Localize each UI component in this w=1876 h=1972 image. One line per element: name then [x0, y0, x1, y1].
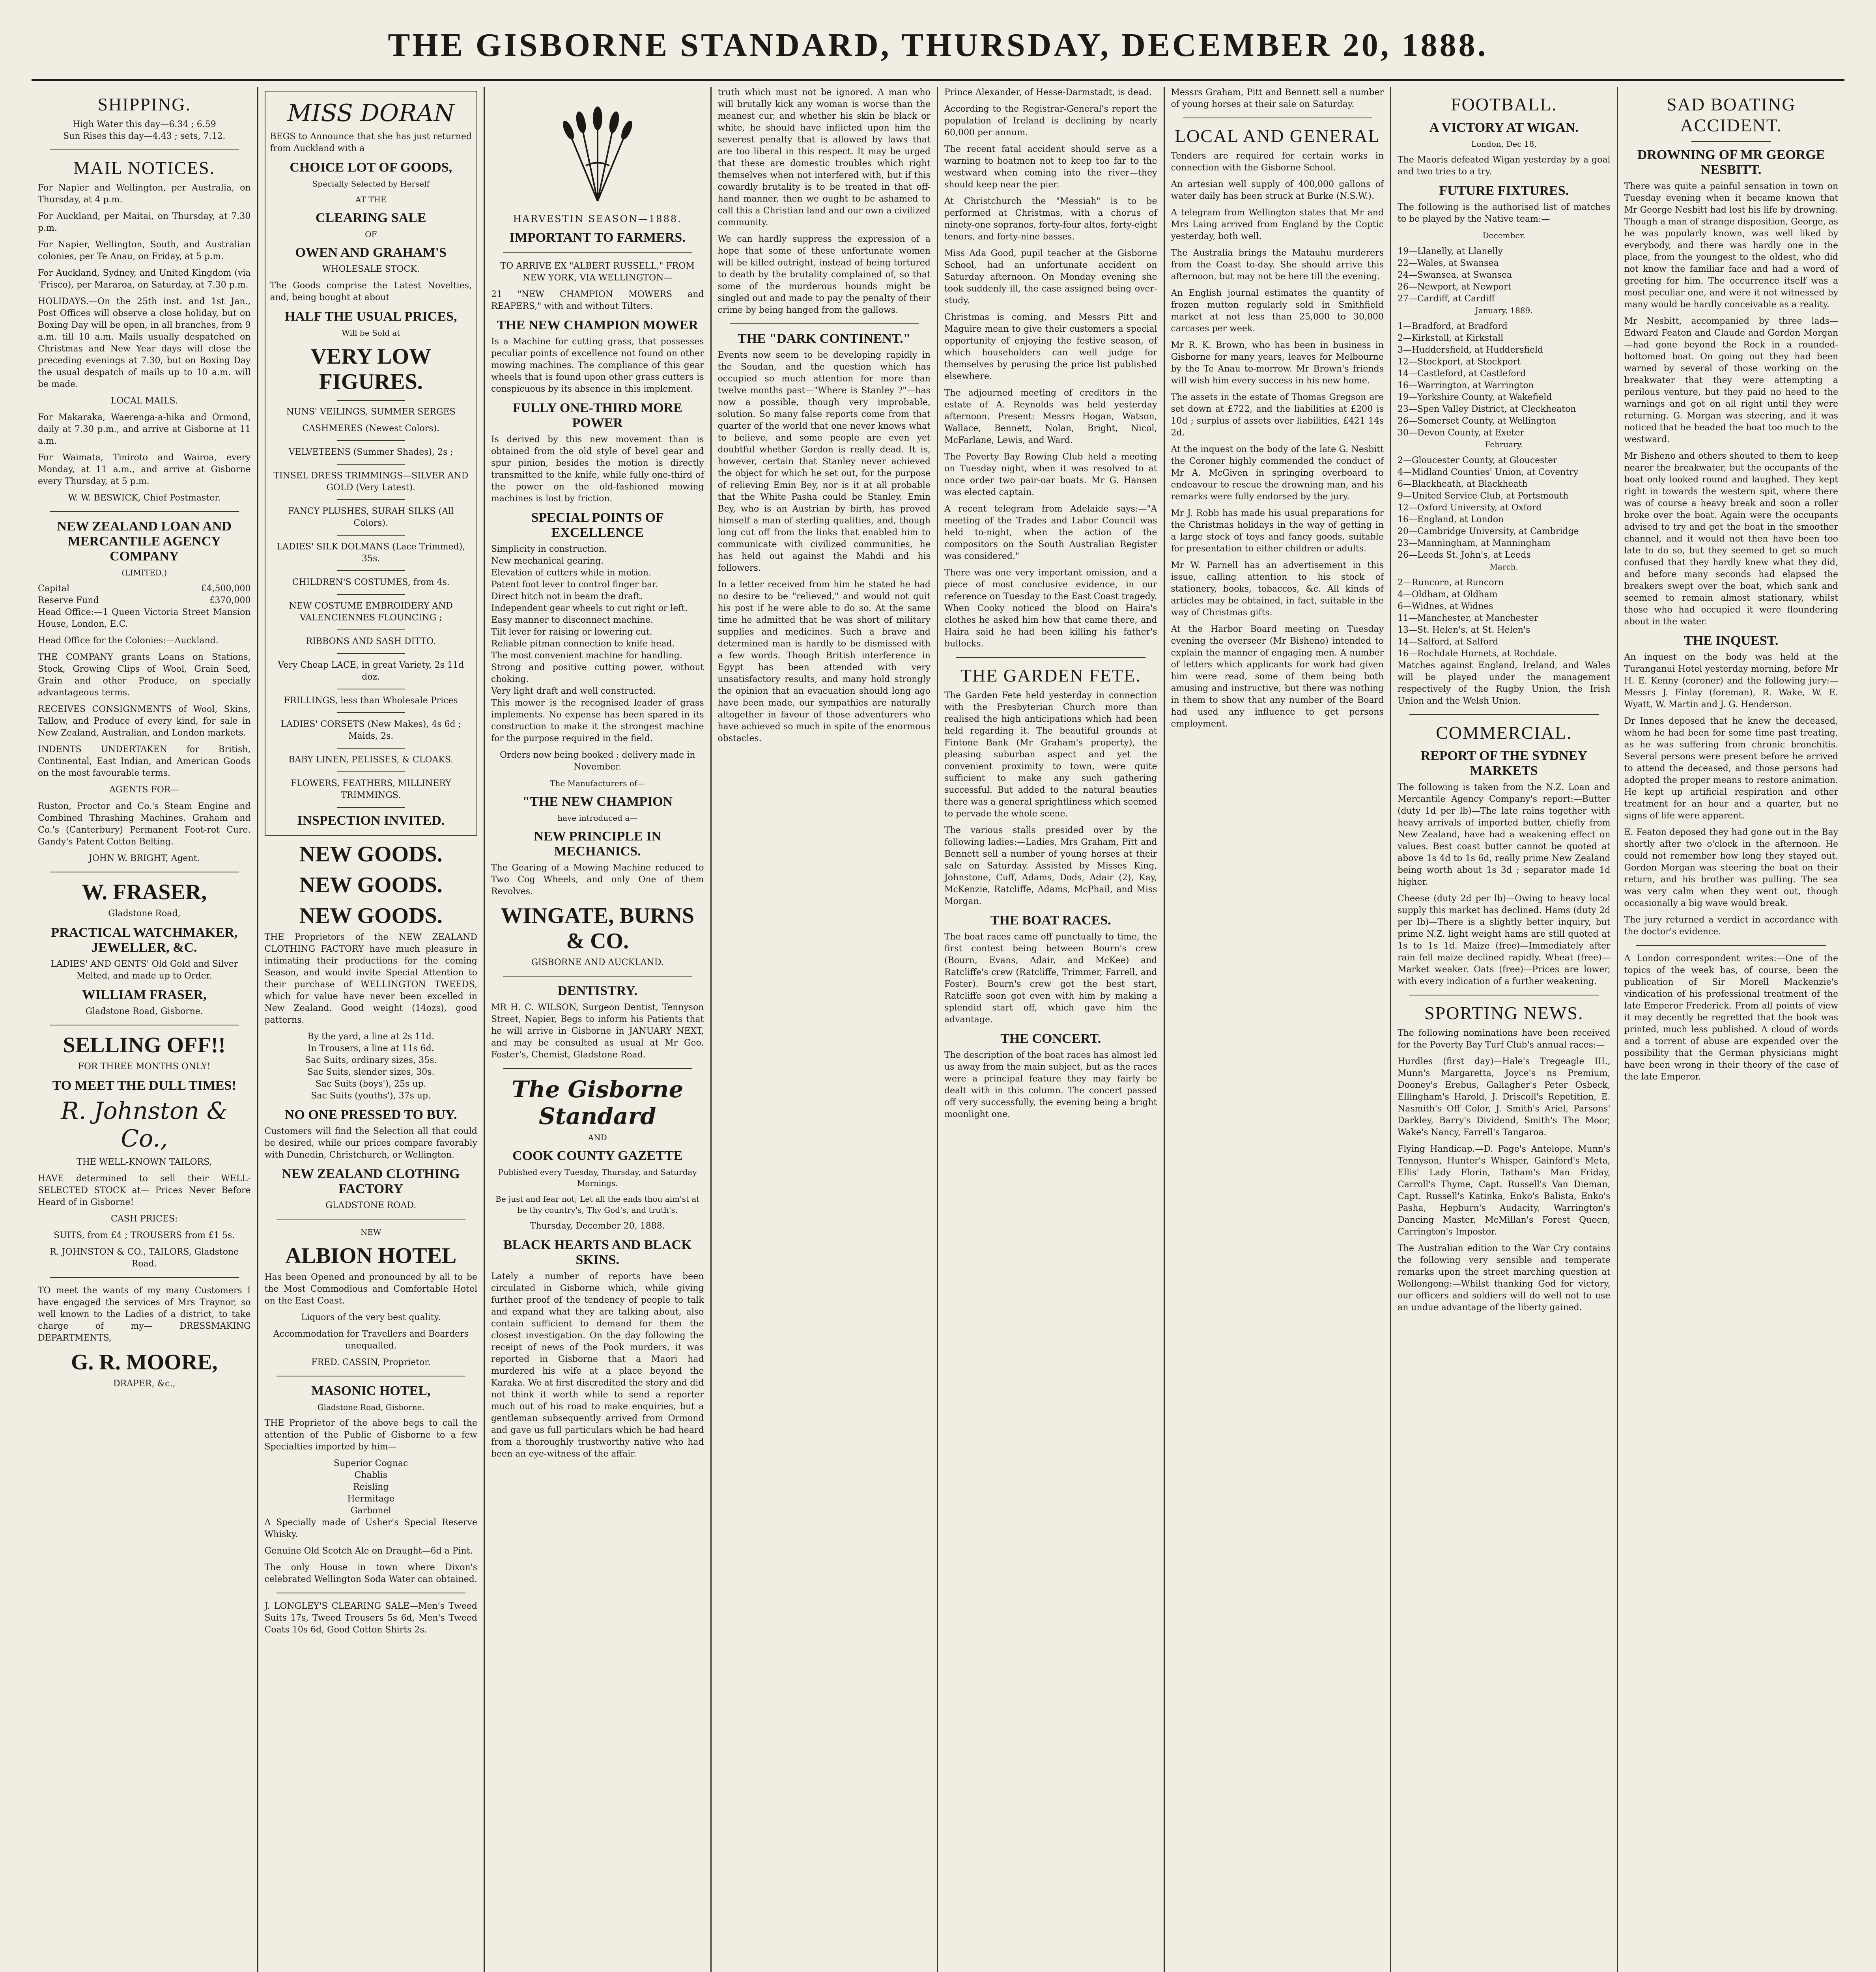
doran-item: CASHMERES (Newest Colors). — [302, 424, 440, 433]
fixture: 3—Huddersfield, at Huddersfield — [1398, 345, 1543, 355]
doran-invite: INSPECTION INVITED. — [297, 813, 445, 828]
selling-sub2: TO MEET THE DULL TIMES! — [52, 1078, 236, 1093]
johnston-sub: THE WELL-KNOWN TAILORS, — [77, 1157, 212, 1167]
masthead-title: THE GISBORNE STANDARD, THURSDAY, DECEMBER 20, 1888. — [388, 27, 1488, 63]
shipping-line: Sun Rises this day—4.43 ; sets, 7.12. — [63, 131, 226, 141]
agent-name: JOHN W. BRIGHT, Agent. — [88, 853, 200, 863]
fixture: 12—Stockport, at Stockport — [1398, 357, 1521, 367]
champion-sub: have introduced a— — [557, 813, 638, 823]
mail-para: HOLIDAYS.—On the 25th inst. and 1st Jan., Post Offices will observe a close holiday, but on Boxing Day will be open, in all branches, from 9 a.m. till 10 a.m. Mails usually despatched on Christmas and New Year days will close the preceding evenings at 7.30, but on Boxing Day the usual despatch of mails up to 10 a.m. will be made. — [38, 297, 251, 389]
loan-para: INDENTS UNDERTAKEN for British, Continental, East Indian, and American Goods on the most favourable terms. — [38, 745, 251, 778]
doran-low: VERY LOW FIGURES. — [310, 344, 432, 394]
fixture: 24—Swansea, at Swansea — [1398, 270, 1512, 280]
column-7 — [1391, 87, 1618, 1972]
leader-heading: BLACK HEARTS AND BLACK SKINS. — [503, 1238, 692, 1267]
masonic-heading: MASONIC HOTEL, — [311, 1384, 431, 1398]
divider — [50, 149, 239, 150]
fixture: 12—Oxford University, at Oxford — [1398, 503, 1542, 513]
garden-fete-heading: THE GARDEN FETE. — [960, 665, 1141, 685]
article-text: The following is taken from the N.Z. Loan and Mercantile Agency Company's report:—Butter (duty 1d per lb)—The late rains together with heavy arrivals of imported butter, chiefly from New Zealand, have had a weakening effect on values. Best coast butter cannot be quoted at above 1s 4d to 1s 6d, really prime New Zealand being worth about 1s 3d ; separator made 1d higher. — [1398, 782, 1611, 887]
suits-line: Sac Suits, slender sizes, 30s. — [307, 1067, 435, 1077]
month-label: December. — [1482, 231, 1525, 240]
shipping-heading: SHIPPING. — [97, 94, 191, 114]
doran-intro: BEGS to Announce that she has just returned from Auckland with a — [270, 132, 472, 153]
capital-label: Capital — [38, 584, 70, 594]
customers-text: Customers will find the Selection all that could be desired, while our prices compare favorably with Dunedin, Christchurch, or Wellington. — [264, 1126, 477, 1160]
nz-factory-address: GLADSTONE ROAD. — [325, 1201, 417, 1210]
article-text: In a letter received from him he stated he had no desire to be "relieved," and would not quit his post if he were able to do so. At the same time he admitted that he was short of military supplies and medicines. Such a brave and determined man is hardly to be dismissed with a few words. Though British interference in Egypt has been attended with very unsatisfactory results, and many hold strongly the opinion that an evacuation should long ago have been made, our sympathies are naturally altogether in favour of those adventurers who have achieved so much in spite of the enormous obstacles. — [718, 580, 931, 743]
harvesting-label: HARVESTIN SEASON—1888. — [513, 213, 682, 224]
reserve-row — [38, 595, 251, 607]
news-item: There was one very important omission, and a piece of most conclusive evidence, in our reference on Tuesday to the East Coast tragedy. When Cooky noticed the blood on Haira's clothes he asked him how that came there, and Haira said he had been killing his father's bullocks. — [944, 568, 1157, 649]
mail-para: For Auckland, Sydney, and United Kingdom (via 'Frisco), per Mararoa, on Saturday, at 7.30 p.m. — [38, 268, 251, 290]
divider — [337, 499, 405, 500]
suits-line: Sac Suits (boys'), 25s up. — [315, 1079, 426, 1089]
fixture: 9—United Service Club, at Portsmouth — [1398, 491, 1569, 501]
doran-sale: CLEARING SALE — [315, 211, 426, 225]
fixtures-note: Matches against England, Ireland, and Wales will be played under the management respectively of the Rugby Union, the Irish Union and the Welsh Union. — [1398, 661, 1611, 706]
news-item: The Poverty Bay Rowing Club held a meeting on Tuesday night, when it was resolved to at once order two pair-oar boats. Mr G. Hansen was elected captain. — [944, 452, 1157, 497]
doran-of: OF — [365, 230, 377, 239]
columns — [32, 87, 1844, 1972]
divider — [337, 400, 405, 401]
fixtures-intro: The following is the authorised list of matches to be played by the Native team:— — [1398, 202, 1611, 224]
news-item: At the inquest on the body of the late G. Nesbitt the Coroner highly commended the conduct of Mr A. McGiven in springing overboard to endeavour to rescue the drowning man, and his remarks were fully endorsed by the jury. — [1171, 444, 1384, 502]
special-item: Reliable pitman connection to knife head. — [491, 639, 675, 649]
doran-item: FLOWERS, FEATHERS, MILLINERY TRIMMINGS. — [290, 779, 451, 800]
special-heading: SPECIAL POINTS OF EXCELLENCE — [531, 510, 664, 540]
news-item: At Christchurch the "Messiah" is to be performed at Christmas, with a chorus of ninety-one sopranos, forty-four altos, forty-eight tenors, and forty-nine basses. — [944, 196, 1157, 242]
doran-goods: The Goods comprise the Latest Novelties, and, being bought at about — [270, 281, 472, 303]
article-text: E. Featon deposed they had gone out in the Bay shortly after two o'clock in the afternoon. He could not remember how long they stayed out. Gordon Morgan was steering the boat on their return, and his brother was pulling. The sea was very calm when they went out, though occasionally a big wave would break. — [1624, 827, 1838, 908]
fixture: 16—England, at London — [1398, 515, 1504, 525]
fixture: 11—Manchester, at Manchester — [1398, 613, 1538, 623]
fraser-heading: W. FRASER, — [82, 880, 207, 904]
concert-heading: THE CONCERT. — [1000, 1031, 1101, 1046]
divider — [337, 594, 405, 595]
divider — [337, 712, 405, 713]
doran-choice: CHOICE LOT OF GOODS, — [290, 160, 452, 175]
loan-para: THE COMPANY grants Loans on Stations, Stock, Growing Clips of Wool, Grain Seed, Grain and other Produce, on specially advantageous terms. — [38, 652, 251, 698]
news-item: At the Harbor Board meeting on Tuesday evening the overseer (Mr Bisheno) intended to explain the manner of engaging men. A number of letters which applicants for work had given him were read, some of them being both amusing and instructive, but there was nothing in them to show that any number of the Board had used any influence to get persons employment. — [1171, 624, 1384, 729]
divider — [503, 1068, 692, 1069]
champion-heading: "THE NEW CHAMPION — [522, 794, 673, 809]
fully-heading: FULLY ONE-THIRD MORE POWER — [512, 401, 682, 430]
doran-advert — [265, 91, 478, 836]
albion-text: Has been Opened and pronounced by all to be the Most Commodious and Comfortable Hotel on the East Coast. — [264, 1272, 477, 1306]
doran-item: FRILLINGS, less than Wholesale Prices — [284, 696, 458, 706]
news-item: According to the Registrar-General's report the population of Ireland is declining by nearly 60,000 per annum. — [944, 104, 1157, 138]
article-text: The boat races came off punctually to time, the first contest being between Bourn's crew (Bourn, Evans, Adair, and McKee) and Ratcliffe's crew (Ratcliffe, Trimmer, Farrell, and Foster). Bourn's crew got the best start, Ratcliffe soon got even with him by making a splendid start off, which gave him the advantage. — [944, 932, 1157, 1025]
selling-heading: SELLING OFF!! — [63, 1033, 226, 1057]
fixture: 23—Manningham, at Manningham — [1398, 538, 1551, 548]
cash-line: SUITS, from £4 ; TROUSERS from £1 5s. — [54, 1231, 235, 1240]
football-heading: FOOTBALL. — [1450, 94, 1557, 114]
albion-name: FRED. CASSIN, Proprietor. — [311, 1358, 431, 1367]
doran-item: FANCY PLUSHES, SURAH SILKS (All Colors). — [288, 506, 454, 528]
standard-and: AND — [588, 1133, 607, 1142]
special-item: Simplicity in construction. — [491, 544, 607, 554]
article-text: The description of the boat races has almost led us away from the main subject, but as the races were a principal feature they may fairly be dealt with in this column. The concert passed off very successfully, the evening being a bright moonlight one. — [944, 1050, 1157, 1119]
special-item: Direct hitch not in beam the draft. — [491, 592, 643, 601]
fraser-line: LADIES' AND GENTS' Old Gold and Silver Melted, and made up to Order. — [50, 959, 238, 981]
article-text: An inquest on the body was held at the Turanganui Hotel yesterday morning, before Mr H. E. Kenny (coroner) and the following jury:—Messrs J. Finlay (foreman), R. Wake, W. E. Wyatt, W. Martin and J. G. Henderson. — [1624, 652, 1838, 710]
fixture: 16—Warrington, at Warrington — [1398, 381, 1534, 390]
mail-heading: MAIL NOTICES. — [73, 158, 215, 178]
doran-half: HALF THE USUAL PRICES, — [285, 309, 457, 324]
fraser-name-address: Gladstone Road, Gisborne. — [85, 1007, 203, 1016]
boat-races-heading: THE BOAT RACES. — [990, 913, 1111, 928]
mail-para: LOCAL MAILS. — [110, 396, 178, 406]
new-goods: NEW GOODS. — [299, 904, 443, 928]
fixture: 26—Leeds St. John's, at Leeds — [1398, 550, 1531, 560]
news-item: Messrs Graham, Pitt and Bennett sell a number of young horses at their sale on Saturday. — [1171, 88, 1384, 109]
nz-factory: NEW ZEALAND CLOTHING FACTORY — [282, 1167, 460, 1196]
special-item: Patent foot lever to control finger bar. — [491, 580, 658, 590]
fixture: 19—Yorkshire County, at Wakefield — [1398, 392, 1552, 402]
divider — [503, 252, 692, 253]
albion-accom: Accommodation for Travellers and Boarders unequalled. — [273, 1329, 469, 1351]
article-text: Events now seem to be developing rapidly in the Soudan, and the question which has occupied so much attention for more than twelve months past—"Where is Stanley ?"—has now a possible, though very improbable, solution. So many false reports come from that quarter of the world that one never knows what to believe, and some people are even yet doubtful whether Gordon is really dead. It is, however, certain that Stanley never achieved the object for which he set out, for the purpose of relieving Emin Bey, nor is it at all probable that the White Pasha could be Stanley. Emin Bey, who is an Austrian by birth, has proved himself a man of sterling qualities, and, though long cut off from the links that enabled him to communicate with civilized communities, he has held out against the Mahdi and his followers. — [718, 350, 931, 573]
sydney-heading: REPORT OF THE SYDNEY MARKETS — [1420, 749, 1587, 778]
article-text: Flying Handicap.—D. Page's Antelope, Munn's Tennyson, Hunter's Whisper, Gainford's Meta, Ellis' Lady Florin, Tatham's Man Friday, Carroll's Thyme, Capt. Russell's Van Dieman, Capt. Russell's Katinka, Enko's Balista, Enko's Pasha, Hepburn's Audacity, Warrington's Dancing Master, McMillan's Forest Queen, Carrington's Impostor. — [1398, 1144, 1611, 1237]
no-one-pressed: NO ONE PRESSED TO BUY. — [284, 1107, 457, 1122]
article-text: The various stalls presided over by the following ladies:—Ladies, Mrs Graham, Pitt and Bennett sell a number of young horses at their sale on Saturday. Assisted by Misses King, Johnstone, Cuff, Adams, Dods, Adair (2), Kay, McKenzie, Ratcliffe, Adams, McPhail, and Miss Morgan. — [944, 825, 1157, 906]
fixture: 23—Spen Valley District, at Cleckheaton — [1398, 404, 1576, 414]
doran-selected: Specially Selected by Herself — [312, 179, 430, 189]
important-farmers: IMPORTANT TO FARMERS. — [509, 230, 686, 245]
doran-item: TINSEL DRESS TRIMMINGS—SILVER AND GOLD (Very Latest). — [273, 471, 469, 493]
month-label: March. — [1489, 562, 1518, 571]
masonic-item: Reisling — [353, 1482, 389, 1492]
mowers-text: 21 "NEW CHAMPION MOWERS and REAPERS," with and without Tilters. — [491, 289, 704, 311]
leader-text: Lately a number of reports have been circulated in Gisborne which, while giving further proof of the tendency of people to talk and expand what they are talking about, also contain sufficient to demand for them the closest investigation. On the day following the receipt of news of the Pook murders, it was reported in Gisborne that a Maori had murdered his wife at a place beyond the Karaka. We at first discredited the story and did not think it worth while to send a reporter much out of his road to make enquiries, but a gentleman subsequently arrived from Ormond and gave us full particulars which he had heard from a thoroughly trustworthy native who had been an eye-witness of the affair. — [491, 1272, 704, 1459]
fixture: 2—Kirkstall, at Kirkstall — [1398, 333, 1504, 343]
gearing-text: The Gearing of a Mowing Machine reduced to Two Cog Wheels, and only One of them Revolves. — [491, 863, 704, 896]
mail-para: For Auckland, per Maitai, on Thursday, at 7.30 p.m. — [38, 211, 251, 233]
selling-sub: FOR THREE MONTHS ONLY! — [78, 1062, 211, 1072]
nz-clothing-text: THE Proprietors of the NEW ZEALAND CLOTHING FACTORY have much pleasure in intimating their productions for the coming Season, and would invite Special Attention to their purchase of WELLINGTON TWEEDS, which for value have never been excelled in New Zealand. Good weight (14ozs), good patterns. — [264, 932, 477, 1025]
masonic-item: Hermitage — [347, 1494, 395, 1504]
divider — [337, 748, 405, 749]
manufacturers: The Manufacturers of— — [550, 779, 645, 788]
masonic-text: THE Proprietor of the above begs to call the attention of the Public of Gisborne to a few Specialties imported by him— — [264, 1418, 477, 1452]
masonic-stout: Genuine Old Scotch Ale on Draught—6d a Pint. — [264, 1546, 473, 1556]
capital-row — [38, 583, 251, 595]
news-item: The Australia brings the Matauhu murderers from the Coast to-day. She should arrive this afternoon, but may not be here till the evening. — [1171, 248, 1384, 282]
doran-item: CHILDREN'S COSTUMES, from 4s. — [292, 577, 450, 587]
fixture: 14—Castleford, at Castleford — [1398, 369, 1526, 379]
longley-advert: J. LONGLEY'S CLEARING SALE—Men's Tweed Suits 17s, Tweed Trousers 5s 6d, Men's Tweed Coats 10s 6d, Good Cotton Shirts 2s. — [264, 1601, 477, 1635]
column-8 — [1618, 87, 1845, 1972]
johnston-text: HAVE determined to sell their WELL-SELECTED STOCK at— Prices Never Before Heard of in Gisborne! — [38, 1174, 251, 1207]
divider — [730, 323, 919, 324]
albion-new: NEW — [360, 1227, 381, 1237]
standard-sub: COOK COUNTY GAZETTE — [512, 1148, 683, 1163]
article-text: The Australian edition to the War Cry contains the following very sensible and temperate remarks upon the street marching question at Wollongong:—Whilst thanking God for victory, our officers and soldiers will do well not to use an undue advantage of the liberty gained. — [1398, 1244, 1611, 1313]
article-text: We can hardly suppress the expression of a hope that some of these unfortunate women will be killed outright, instead of being tortured to death by the brutality complained of, so that some of the murderous hounds might be singled out and made to pay the penalty of their crime by being hanged from the gallows. — [718, 234, 931, 315]
agents-heading: AGENTS FOR— — [109, 785, 179, 795]
suits-line: Sac Suits, ordinary sizes, 35s. — [305, 1055, 437, 1065]
doran-item: BABY LINEN, PELISSES, & CLOAKS. — [288, 755, 454, 765]
reserve-value: £370,000 — [209, 596, 251, 605]
masthead-rule — [32, 79, 1844, 81]
column-5 — [938, 87, 1165, 1972]
news-item: An English journal estimates the quantity of frozen mutton regularly sold in Smithfield market at not less than 25,000 to 30,000 carcases per week. — [1171, 288, 1384, 334]
divider — [337, 653, 405, 654]
masonic-item: Garbonel — [350, 1506, 391, 1516]
divider — [337, 771, 405, 772]
special-item: Strong and positive cutting power, without choking. — [491, 663, 704, 684]
moore-text: TO meet the wants of my many Customers I have engaged the services of Mrs Traynor, so well known to the Ladies of a district, to take charge of my— DRESSMAKING DEPARTMENTS, — [38, 1286, 251, 1343]
divider — [337, 464, 405, 465]
doran-at: AT THE — [355, 195, 387, 204]
loan-heading: NEW ZEALAND LOAN AND MERCANTILE AGENCY COMPANY — [57, 519, 232, 564]
wheat-sheaf-icon — [538, 91, 657, 209]
column-1 — [32, 87, 258, 1972]
standard-motto: Be just and fear not; Let all the ends thou aim'st at be thy country's, Thy God's, and truth's. — [495, 1194, 700, 1215]
masonic-note: The only House in town where Dixon's celebrated Wellington Soda Water can obtained. — [264, 1563, 477, 1584]
postmaster: W. W. BESWICK, Chief Postmaster. — [68, 493, 221, 503]
article-text: truth which must not be ignored. A man who will brutally kick any woman is worse than the meanest cur, and whether his skin be black or white, he should have inflicted upon him the severest penalty that is allowed by laws that are too liberal in this respect. It may be urged that these are domestic troubles which right themselves when not interfered with, but if this cowardly brutality is to be treated in that off-hand manner, then we ought to be ashamed to call this a Christian land and our own a civilized community. — [718, 88, 931, 228]
doran-item: NEW COSTUME EMBROIDERY AND VALENCIENNES FLOUNCING ; — [289, 601, 453, 623]
doran-item: NUNS' VEILINGS, SUMMER SERGES — [286, 407, 456, 417]
divider — [1636, 945, 1827, 946]
wingate-heading: WINGATE, BURNS & CO. — [501, 904, 695, 953]
news-item: Christmas is coming, and Messrs Pitt and Maguire mean to give their customers a special opportunity of enjoying the festive season, of which householders can well judge for themselves by perusing the price list published elsewhere. — [944, 312, 1157, 381]
month-label: February. — [1485, 440, 1523, 449]
wigan-text: The Maoris defeated Wigan yesterday by a goal and two tries to a try. — [1398, 155, 1611, 177]
special-item: Elevation of cutters while in motion. — [491, 568, 651, 578]
moore-name: G. R. MOORE, — [71, 1350, 218, 1374]
doran-will: Will be Sold at — [342, 328, 400, 338]
fixture: 4—Oldham, at Oldham — [1398, 590, 1498, 599]
moore-trade: DRAPER, &c., — [113, 1379, 176, 1389]
agents-text: Ruston, Proctor and Co.'s Steam Engine and Combined Thrashing Machines. Graham and Co.'s (Canterbury) Permanent Foot-rot Cure. Gandy's Patent Cotton Belting. — [38, 801, 251, 847]
divider — [503, 976, 692, 977]
news-item: Tenders are required for certain works in connection with the Gisborne School. — [1171, 151, 1384, 173]
fixture: 22—Wales, at Swansea — [1398, 258, 1499, 268]
loan-para: Head Office:—1 Queen Victoria Street Mansion House, London, E.C. — [38, 607, 251, 629]
mail-para: For Waimata, Tiniroto and Wairoa, every Monday, at 11 a.m., and arrive at Gisborne every Thursday, at 5 p.m. — [38, 453, 251, 486]
divider — [337, 629, 405, 630]
arrive-text: TO ARRIVE EX "ALBERT RUSSELL," FROM NEW YORK, VIA WELLINGTON— — [500, 261, 695, 283]
johnston-name: R. JOHNSTON & CO., TAILORS, Gladstone Road. — [50, 1247, 239, 1269]
special-item: Independent gear wheels to cut right or left. — [491, 603, 688, 613]
drowning-heading: DROWNING OF MR GEORGE NESBITT. — [1637, 148, 1825, 177]
fixture: 26—Newport, at Newport — [1398, 282, 1512, 292]
albion-heading: ALBION HOTEL — [285, 1244, 457, 1268]
shipping-line: High Water this day—6.34 ; 6.59 — [72, 120, 216, 129]
article-text: Mr Nesbitt, accompanied by three lads—Edward Featon and Claude and Gordon Morgan—had gone beyond the Rock in a rounded-bottomed boat. On going out they had been warned by several of those working on the breakwater that they were attempting a perilous venture, but they paid no heed to the warnings and got on all right until they were returning. G. Morgan was steering, and it was noticed that he headed the boat too much to the westward. — [1624, 316, 1838, 444]
fixture: 2—Runcorn, at Runcorn — [1398, 578, 1504, 588]
doran-heading: MISS DORAN — [287, 99, 455, 127]
mower-note: This mower is the recognised leader of grass implements. No expense has been spared in its construction to make it the strongest machine for the purpose required in the field. — [491, 698, 704, 743]
special-item: Easy manner to disconnect machine. — [491, 615, 653, 625]
loan-sub: (LIMITED.) — [121, 568, 167, 577]
wigan-heading: A VICTORY AT WIGAN. — [1429, 120, 1579, 135]
johnston-heading: R. Johnston & Co., — [61, 1097, 228, 1152]
dark-continent-heading: THE "DARK CONTINENT." — [737, 331, 911, 346]
fixture: 4—Midland Counties' Union, at Coventry — [1398, 467, 1579, 477]
suits-line: Sac Suits (youths'), 37s up. — [311, 1091, 431, 1101]
divider — [337, 535, 405, 536]
wheat-sheaf-illustration — [491, 91, 704, 209]
divider — [50, 511, 239, 512]
wingate-address: GISBORNE AND AUCKLAND. — [531, 958, 664, 967]
suits-line: By the yard, a line at 2s 11d. — [307, 1032, 434, 1042]
article-text: The jury returned a verdict in accordance with the doctor's evidence. — [1624, 915, 1838, 937]
boating-heading: SAD BOATING ACCIDENT. — [1667, 94, 1796, 135]
new-goods: NEW GOODS. — [299, 873, 443, 897]
local-general-heading: LOCAL AND GENERAL — [1175, 126, 1380, 146]
fixture: 2—Gloucester County, at Gloucester — [1398, 456, 1557, 465]
news-item: Prince Alexander, of Hesse-Darmstadt, is dead. — [944, 88, 1152, 97]
article-text: The Garden Fete held yesterday in connection with the Presbyterian Church more than realised the high anticipations which had been held regarding it. The beautiful grounds at Fintone Bank (Mr Graham's property), the pleasing suburban aspect and yet the convenient proximity to town, were quite sufficient to make any such gathering successful. But added to the natural beauties there was a general sprightliness which seemed to pervade the whole scene. — [944, 691, 1157, 819]
month-label: January, 1889. — [1475, 306, 1533, 315]
loan-para: RECEIVES CONSIGNMENTS of Wool, Skins, Tallow, and Produce of every kind, for sale in New Zealand, Australian, and London markets. — [38, 704, 251, 738]
fixture: 20—Cambridge University, at Cambridge — [1398, 527, 1579, 536]
article-text: There was quite a painful sensation in town on Tuesday evening when it became known that Mr George Nesbitt had lost his life by drowning. Though a man of strange disposition, George, as he was popularly known, was well liked by everybody, and there was hardly one in the place, from the youngest to the oldest, who did not know the familiar face and had a word of greeting for him. The occurrence itself was a most peculiar one, and were it not witnessed by many would be hardly conceivable as a reality. — [1624, 181, 1838, 310]
albion-liquors: Liquors of the very best quality. — [301, 1313, 441, 1322]
divider — [50, 1277, 239, 1278]
standard-nameplate: The Gisborne Standard — [511, 1076, 684, 1130]
suits-line: In Trousers, a line at 11s 6d. — [307, 1044, 434, 1053]
loan-para: Head Office for the Colonies:—Auckland. — [38, 636, 219, 646]
doran-wholesale: WHOLESALE STOCK. — [322, 264, 420, 274]
masonic-spec: A Specially made of Usher's Special Reserve Whisky. — [264, 1518, 477, 1539]
news-item: A telegram from Wellington states that Mr and Mrs Laing arrived from England by the Coptic yesterday, both well. — [1171, 208, 1384, 241]
new-goods: NEW GOODS. — [299, 842, 443, 866]
capital-value: £4,500,000 — [201, 584, 251, 594]
doran-item: LADIES' CORSETS (New Makes), 4s 6d ; Maids, 2s. — [280, 719, 462, 741]
mail-para: For Napier and Wellington, per Australia, on Thursday, at 4 p.m. — [38, 183, 251, 205]
standard-date: Thursday, December 20, 1888. — [530, 1221, 665, 1231]
fixture: 19—Llanelly, at Llanelly — [1398, 246, 1503, 256]
article-text: A London correspondent writes:—One of the topics of the week has, of course, been the publication of Sir Morell Mackenzie's vindication of his professional treatment of the late Emperor Frederick. From all points of view it may decently be regretted that the book was printed, much less published. A cloud of words and a torrent of abuse are expended over the possibility that the German physicians might have been wrong in their theory of the case of the late Emperor. — [1624, 954, 1838, 1082]
dentistry-heading: DENTISTRY. — [557, 984, 638, 998]
masonic-address: Gladstone Road, Gisborne. — [317, 1402, 424, 1412]
orders-text: Orders now being booked ; delivery made in November. — [500, 750, 695, 772]
fixture: 1—Bradford, at Bradford — [1398, 321, 1508, 331]
column-2 — [258, 87, 485, 1972]
news-item: The recent fatal accident should serve as a warning to boatmen not to keep too far to the westward when coming into the river—they should keep near the pier. — [944, 144, 1157, 190]
column-3 — [485, 87, 712, 1972]
mail-para: For Napier, Wellington, South, and Australian colonies, per Te Anau, on Friday, at 5 p.m. — [38, 240, 251, 261]
doran-item: Very Cheap LACE, in great Variety, 2s 11d doz. — [278, 660, 464, 682]
news-item: Miss Ada Good, pupil teacher at the Gisborne School, had an unfortunate accident on Saturday afternoon. On Monday evening she took suddenly ill, the case assigned being over-study. — [944, 248, 1157, 306]
inquest-heading: THE INQUEST. — [1684, 633, 1779, 648]
fixture: 6—Widnes, at Widnes — [1398, 601, 1493, 611]
standard-pub: Published every Tuesday, Thursday, and Saturday Mornings. — [498, 1167, 697, 1188]
mower-text: Is a Machine for cutting grass, that possesses peculiar points of excellence not found on other mowing machines. The compliance of this gear wheels that is found upon other grass cutters is conspicuous by its absence in this implement. — [491, 337, 704, 394]
fully-text: Is derived by this new movement than is obtained from the old style of bevel gear and spur pinion, besides the motion is directly transmitted to the knife, while fully one-third of the power on the old-fashioned mowing machines is lost by friction. — [491, 435, 704, 504]
divider — [1691, 141, 1771, 142]
principle-heading: NEW PRINCIPLE IN MECHANICS. — [534, 829, 661, 859]
dentist-text: MR H. C. WILSON, Surgeon Dentist, Tennyson Street, Napier, Begs to inform his Patients that he will arrive in Gisborne in JANUARY NEXT, and may be consulted as usual at Mr Geo. Foster's, Chemist, Gladstone Road. — [491, 1003, 704, 1060]
column-4 — [712, 87, 938, 1972]
fixture: 14—Salford, at Salford — [1398, 637, 1499, 647]
news-item: An artesian well supply of 400,000 gallons of water daily has been struck at Burke (N.S.W.). — [1171, 179, 1384, 201]
fraser-trade: PRACTICAL WATCHMAKER, JEWELLER, &C. — [51, 925, 238, 955]
doran-item: LADIES' SILK DOLMANS (Lace Trimmed), 35s. — [277, 542, 465, 564]
commercial-heading: COMMERCIAL. — [1436, 723, 1572, 743]
mower-heading: THE NEW CHAMPION MOWER — [497, 318, 698, 332]
news-item: The assets in the estate of Thomas Gregson are set down at £722, and the liabilities at £200 is 10d ; surplus of assets over liabilities, £421 14s 2d. — [1171, 392, 1384, 438]
news-item: A recent telegram from Adelaide says:—"A meeting of the Trades and Labor Council was held to-night, when the action of the compositors on the South Australian Register was considered." — [944, 504, 1157, 561]
article-text: Hurdles (first day)—Hale's Tregeagle III., Munn's Margaretta, Joyce's ns Premium, Dooney's Erebus, Gallagher's Peter Osbeck, Ellingham's Harold, J. Driscoll's Repetition, E. Nasmith's Off Color, J. Smith's Ariel, Parsons' Darkley, Barry's Dividend, Smith's The Moor, Wake's Nancy, Farrell's Tangaroa. — [1398, 1057, 1611, 1137]
doran-item: VELVETEENS (Summer Shades), 2s ; — [288, 447, 453, 457]
fixture: 26—Somerset County, at Wellington — [1398, 416, 1556, 426]
fixture: 30—Devon County, at Exeter — [1398, 428, 1525, 438]
fraser-address: Gladstone Road, — [108, 909, 181, 919]
doran-item: RIBBONS AND SASH DITTO. — [306, 637, 436, 646]
fixture: 27—Cardiff, at Cardiff — [1398, 294, 1495, 304]
mail-para: For Makaraka, Waerenga-a-hika and Ormond, daily at 7.30 p.m., and arrive at Gisborne at 11 a.m. — [38, 413, 251, 446]
divider — [337, 440, 405, 441]
news-item: The adjourned meeting of creditors in the estate of A. Reynolds was held yesterday afternoon. Present: Messrs Hogan, Watson, Wallace, Bennett, Nolan, Bright, Nicol, McFarlane, Lewis, and Ward. — [944, 388, 1157, 445]
special-item: The most convenient machine for handling. — [491, 651, 682, 661]
article-text: The following nominations have been received for the Poverty Bay Turf Club's annual races:— — [1398, 1028, 1611, 1050]
special-item: Very light draft and well constructed. — [491, 686, 656, 696]
fixtures-heading: FUTURE FIXTURES. — [1439, 183, 1569, 198]
wigan-dateline: London, Dec 18, — [1471, 139, 1537, 149]
masonic-item: Chablis — [354, 1470, 388, 1480]
fixture: 13—St. Helen's, at St. Helen's — [1398, 625, 1530, 635]
divider — [337, 570, 405, 571]
reserve-label: Reserve Fund — [38, 596, 99, 605]
news-item: Mr W. Parnell has an advertisement in this issue, calling attention to his stock of stationery, books, tobaccos, &c. All kinds of articles may be obtained, in fact, suitable in the way of Christmas gifts. — [1171, 560, 1384, 618]
divider — [337, 807, 405, 808]
news-item: Mr J. Robb has made his usual preparations for the Christmas holidays in the way of getting in a large stock of toys and fancy goods, suitable for presentation to either children or adults. — [1171, 508, 1384, 554]
doran-owen: OWEN AND GRAHAM'S — [295, 245, 447, 260]
article-text: Mr Bisheno and others shouted to them to keep nearer the breakwater, but the occupants of the boat only looked round and laughed. They kept right in towards the western spit, where there was of course a heavy break and soon a roller broke over the boat. Again were the occupants advised to try and get the boat in the smoother channel, and it would not then have been too late to do so, but they seemed to get so much confused that they hardly knew what they did, and before many seconds had elapsed the breakers swept over the boat, which sank and seemed to remain almost stationary, whilst those who had occupied it were floundering about in the water. — [1624, 451, 1838, 627]
cash-heading: CASH PRICES: — [111, 1214, 178, 1224]
masonic-item: Superior Cognac — [334, 1458, 408, 1468]
masthead — [0, 16, 1876, 75]
fraser-name: WILLIAM FRASER, — [82, 988, 207, 1002]
news-item: Mr R. K. Brown, who has been in business in Gisborne for many years, leaves for Melbourne by the Te Anau to-morrow. Mr Brown's friends will wish him every success in his new home. — [1171, 340, 1384, 386]
sporting-heading: SPORTING NEWS. — [1424, 1003, 1584, 1023]
article-text: Dr Innes deposed that he knew the deceased, whom he had been for some time past treating, as he was suffering from chronic bronchitis. Several persons were present before he arrived to attend the deceased, and those persons had adopted the proper means to restore animation. He kept up artificial respiration and other treatment for an hour and a quarter, but no signs of life were apparent. — [1624, 716, 1838, 821]
divider — [956, 657, 1145, 658]
special-item: Tilt lever for raising or lowering cut. — [491, 627, 652, 637]
column-6 — [1165, 87, 1392, 1972]
special-item: New mechanical gearing. — [491, 556, 604, 566]
fixture: 16—Rochdale Hornets, at Rochdale. — [1398, 649, 1557, 659]
fixture: 6—Blackheath, at Blackheath — [1398, 479, 1528, 489]
article-text: Cheese (duty 2d per lb)—Owing to heavy local supply this market has declined. Hams (duty 2d per lb)—There is a slightly better inquiry, but prime N.Z. light weight hams are still quoted at 1s to 1s 1d. Maize (free)—Immediately after rain fell maize declined rapidly. Wheat (free)—Market weaker. Oats (free)—Prices are lower, with every indication of a further weakening. — [1398, 894, 1611, 986]
divider — [1409, 714, 1599, 715]
